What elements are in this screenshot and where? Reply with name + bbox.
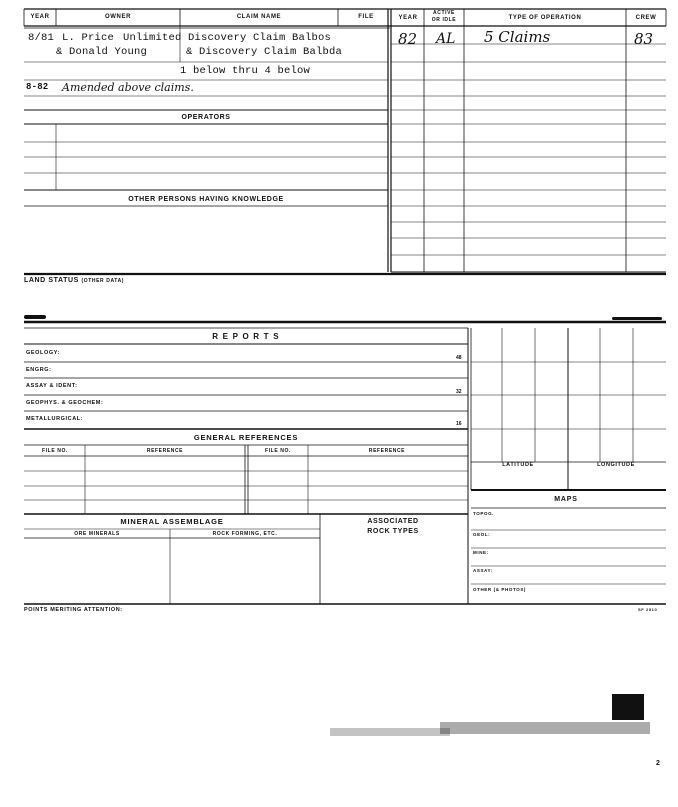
entry-year-1: 8/81 [28,32,55,44]
associated-label: ASSOCIATED [367,518,419,525]
report-engrg: ENGRG: [26,367,52,373]
general-references-title: GENERAL REFERENCES [193,433,299,442]
header-owner: OWNER [105,14,131,20]
maps-other: OTHER (& PHOTOS) [473,587,527,592]
rock-forming-label: ROCK FORMING, ETC. [212,531,278,537]
report-geology: GEOLOGY: [26,350,61,356]
entry-claim-2: & Discovery Claim Balbda [186,46,343,58]
rock-types-label: ROCK TYPES [367,528,419,535]
page-mark: 2 [656,760,661,767]
report-assay: ASSAY & IDENT: [26,383,78,389]
points-meriting-attention: POINTS MERITING ATTENTION: [24,607,123,613]
ref-reference-1: REFERENCE [146,448,184,454]
ref-file-no-2: FILE NO. [265,448,291,454]
op-status: AL [436,31,456,47]
op-year: 82 [398,30,418,48]
report-geophys: GEOPHYS. & GEOCHEM: [26,400,104,406]
mineral-assemblage-title: MINERAL ASSEMBLAGE [120,517,224,526]
report-metallurgical-num: 16 [456,421,462,427]
header-active: ACTIVE [433,10,455,16]
entry-year-4: 8-82 [26,82,49,92]
maps-mine: MINE: [473,550,489,555]
entry-amended-note: Amended above claims. [62,81,194,94]
maps-title: MAPS [554,496,578,503]
ref-reference-2: REFERENCE [368,448,406,454]
header-or-idle: OR IDLE [431,17,457,23]
maps-topog: TOPOG. [473,511,495,516]
land-status-label: LAND STATUS (OTHER DATA) [24,277,125,284]
maps-geol: GEOL: [473,532,491,537]
form-number: SF 2510 [638,607,658,612]
operators-label: OPERATORS [181,114,231,121]
entry-claim-1: Unlimited Discovery Claim Balbos [123,32,332,44]
report-assay-num: 32 [456,389,462,395]
ore-minerals-label: ORE MINERALS [74,531,120,537]
header-file: FILE [358,14,374,20]
longitude-label: LONGITUDE [597,462,635,468]
header-crew: CREW [635,15,657,21]
header-claim-name: CLAIM NAME [236,14,282,20]
maps-assay: ASSAY: [473,568,493,573]
ref-file-no-1: FILE NO. [42,448,68,454]
entry-claim-3: 1 below thru 4 below [180,65,311,77]
other-persons-label: OTHER PERSONS HAVING KNOWLEDGE [128,196,284,203]
latitude-label: LATITUDE [502,462,534,468]
report-metallurgical: METALLURGICAL: [26,416,84,422]
header-year-2: YEAR [398,15,418,21]
op-type: 5 Claims [484,28,551,46]
header-type-of-operation: TYPE OF OPERATION [508,15,582,21]
header-year: YEAR [30,14,50,20]
reports-title: R E P O R T S [212,332,280,341]
entry-owner-1: L. Price [62,32,115,44]
entry-owner-2: & Donald Young [56,46,148,58]
report-geology-num: 48 [456,355,462,361]
op-crew: 83 [634,30,654,48]
